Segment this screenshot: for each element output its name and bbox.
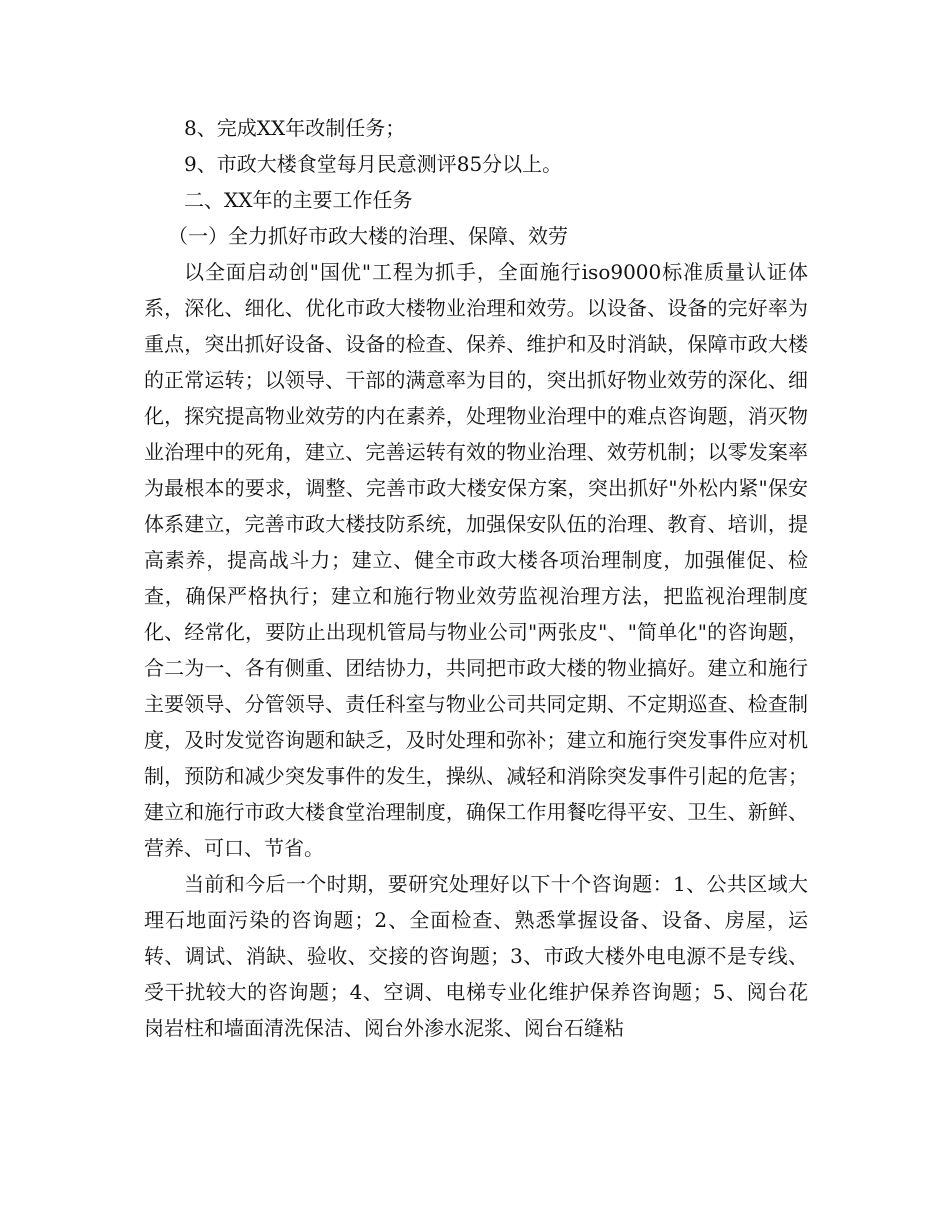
body-paragraph-2: 当前和今后一个时期，要研究处理好以下十个咨询题：1、公共区域大理石地面污染的咨询题；2、全面检查、熟悉掌握设备、设备、房屋，运转、调试、消缺、验收、交接的咨询题；3、市政大楼外电电源不是专线、受干扰较大的咨询题；4、空调、电梯专业化维护保养咨询题；5、阅台花岗岩柱和墙面清洗保洁、阅台外渗水泥浆、阅台石缝粘 xyxy=(144,872,808,1040)
document-page xyxy=(144,110,808,1046)
subsection-heading: （一）全力抓好市政大楼的治理、保障、效劳 xyxy=(168,224,568,248)
body-paragraph-1: 以全面启动创"国优"工程为抓手，全面施行iso9000标准质量认证体系，深化、细化、优化市政大楼物业治理和效劳。以设备、设备的完好率为重点，突出抓好设备、设备的检查、保养、维护和及时消缺，保障市政大楼的正常运转；以领导、干部的满意率为目的，突出抓好物业效劳的深化、细化，探究提高物业效劳的内在素养，处理物业治理中的难点咨询题，消灭物业治理中的死角，建立、完善运转有效的物业治理、效劳机制；以零发案率为最根本的要求，调整、完善市政大楼安保方案，突出抓好"外松内紧"保安体系建立，完善市政大楼技防系统，加强保安队伍的治理、教育、培训，提高素养，提高战斗力；建立、健全市政大楼各项治理制度，加强催促、检查，确保严格执行；建立和施行物业效劳监视治理方法，把监视治理制度化、经常化，要防止出现机管局与物业公司"两张皮"、"简单化"的咨询题，合二为一、各有侧重、团结协力，共同把市政大楼的物业搞好。建立和施行主要领导、分管领导、责任科室与物业公司共同定期、不定期巡查、检查制度，及时发觉咨询题和缺乏，及时处理和弥补；建立和施行突发事件应对机制，预防和减少突发事件的发生，操纵、减轻和消除突发事件引起的危害；建立和施行市政大楼食堂治理制度，确保工作用餐吃得平安、卫生、新鲜、营养、可口、节省。 xyxy=(144,260,808,860)
list-item-9: 9、市政大楼食堂每月民意测评85分以上。 xyxy=(184,152,563,176)
section-heading: 二、XX年的主要工作任务 xyxy=(184,188,413,212)
list-item-8: 8、完成XX年改制任务； xyxy=(184,116,406,140)
